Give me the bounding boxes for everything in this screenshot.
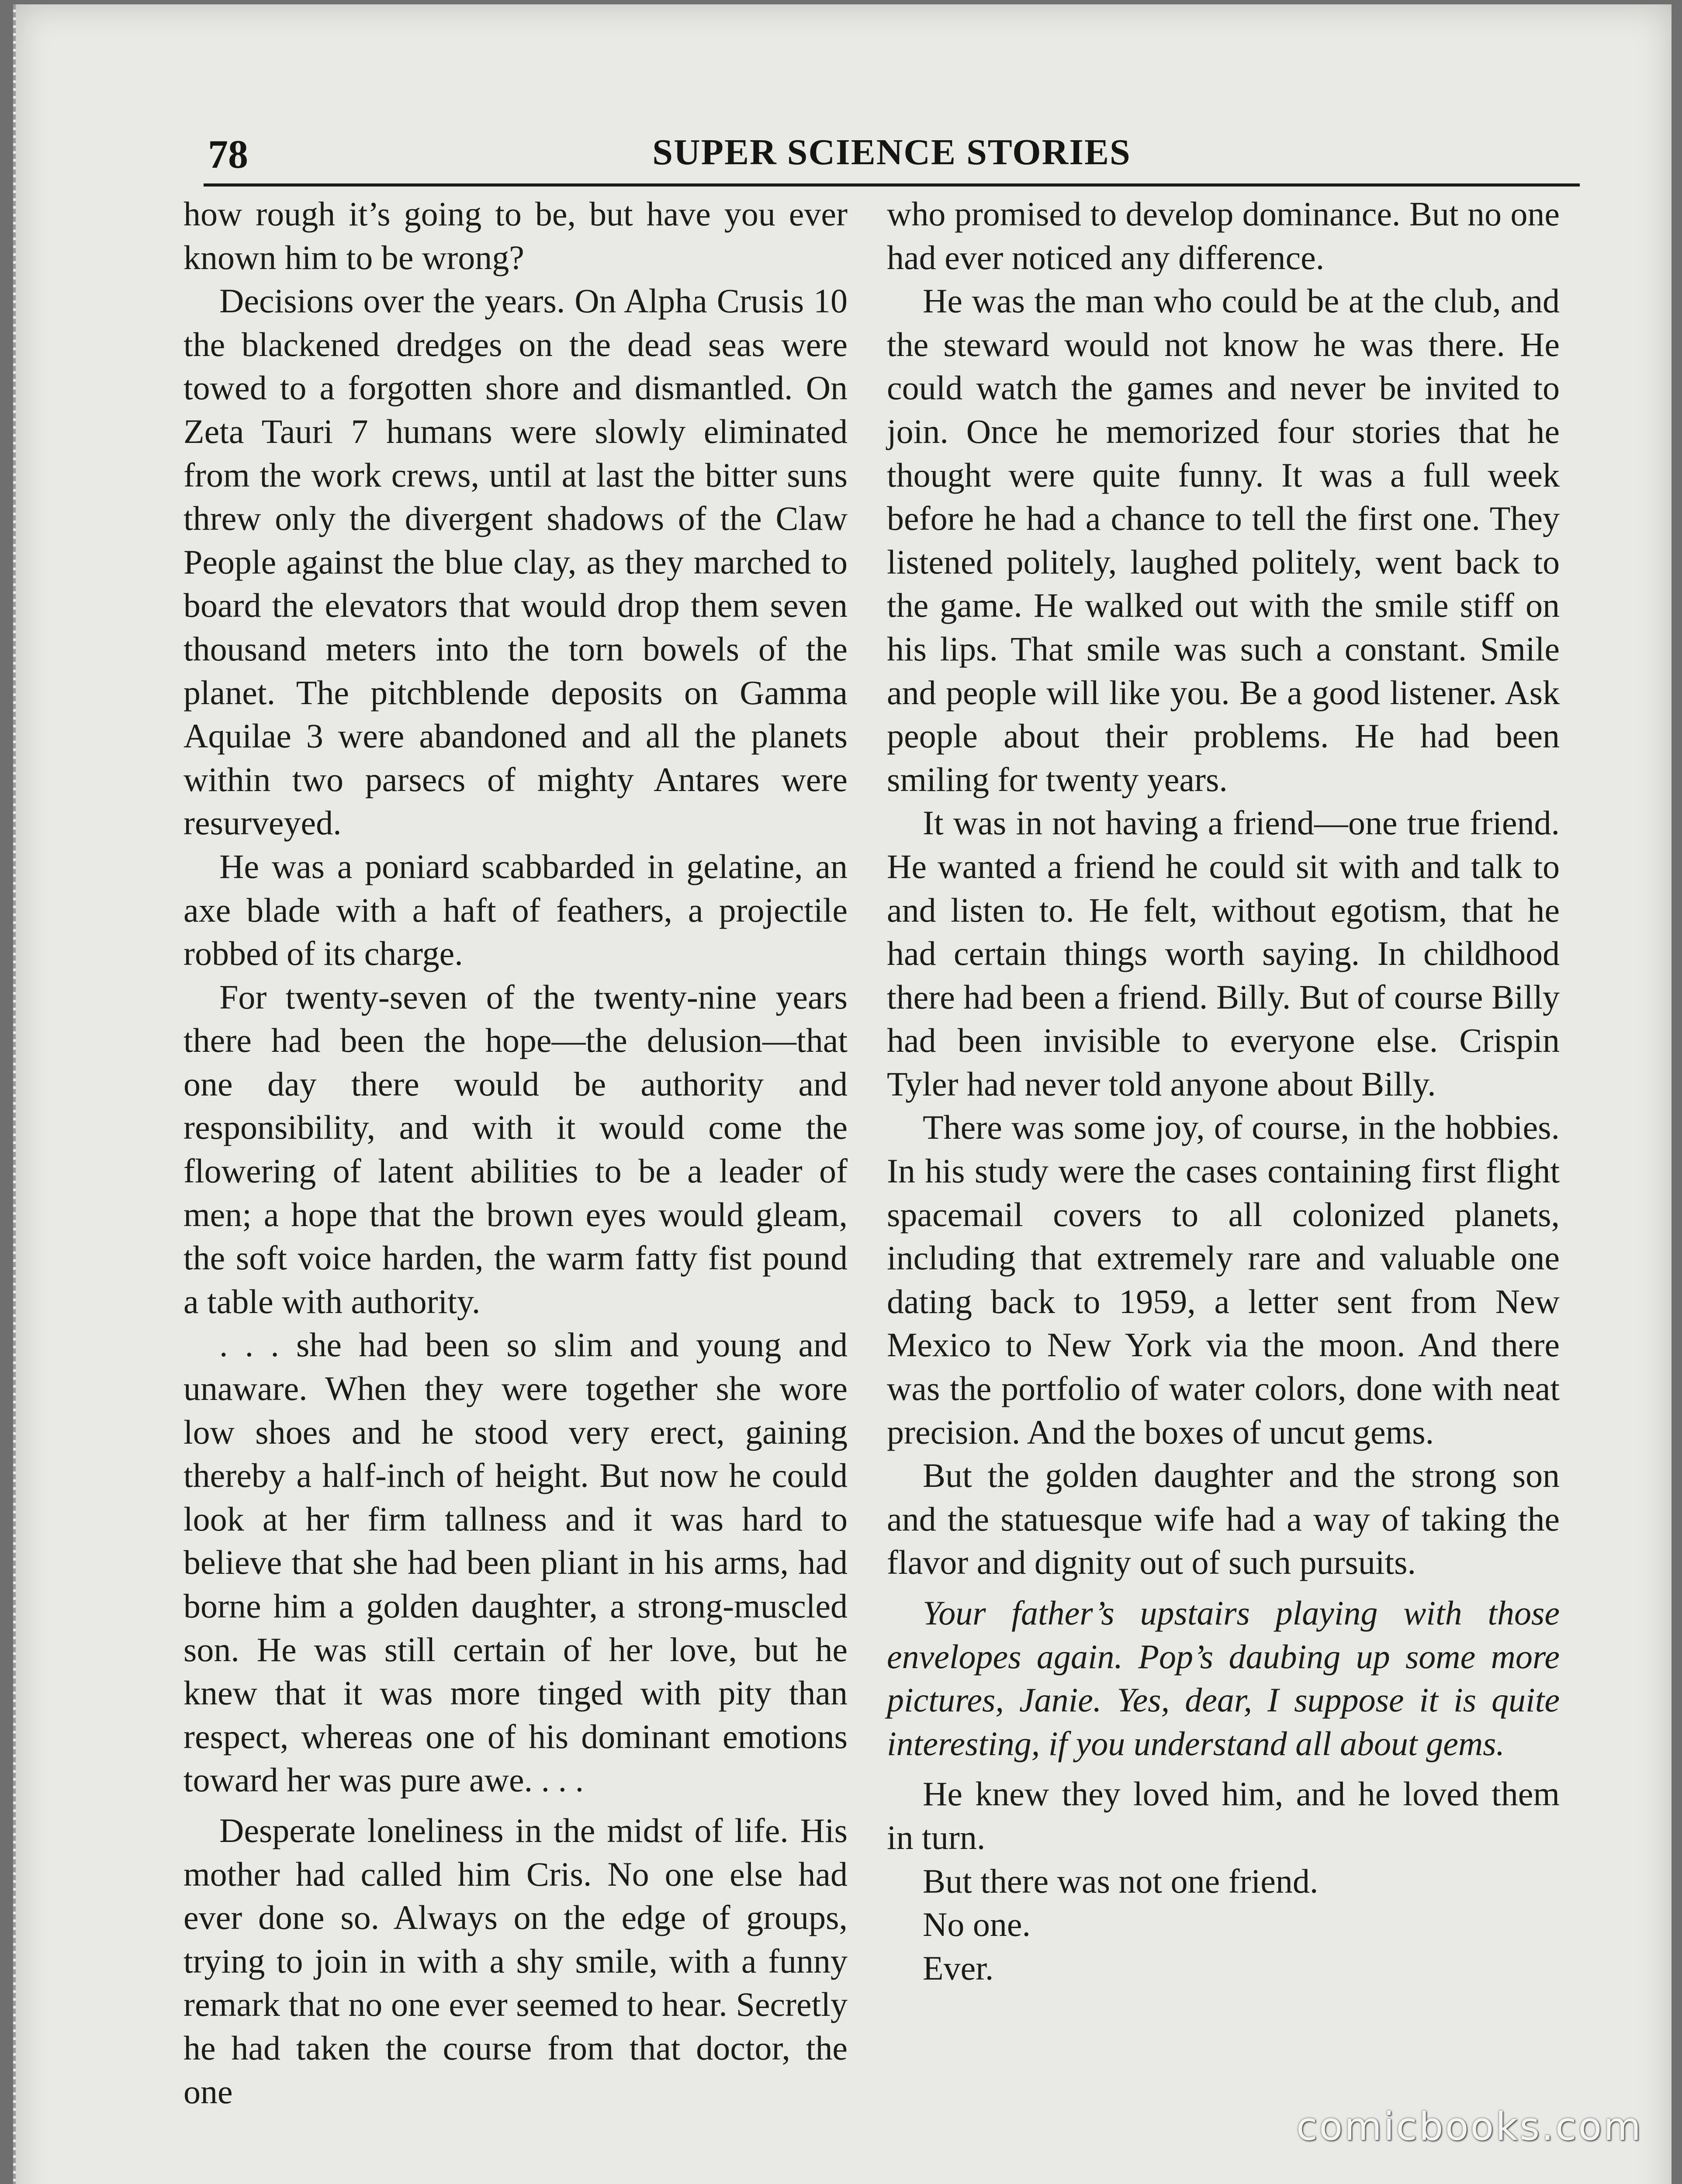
paragraph: It was in not having a friend—one true friend. He wanted a friend he could sit with and talk to and listen to. He felt, without egotism, that he had certain things worth saying. In childhood there had been a friend. Billy. But of course Billy had been invisible to everyone else. Crispin Tyler had never told anyone about Billy. bbox=[887, 804, 1560, 1103]
italic-paragraph: Your father’s upstairs playing with those envelopes again. Pop’s daubing up some more pictures, Janie. Yes, dear, I suppose it is quite interesting, if you understand all about gems. bbox=[887, 1594, 1560, 1762]
paragraph: who promised to develop dominance. But no one had ever noticed any difference. bbox=[887, 195, 1560, 276]
watermark-logo: comicbooks.com bbox=[1296, 2104, 1643, 2149]
paragraph: Desperate loneliness in the midst of life. His mother had called him Cris. No one else had ever done so. Always on the edge of groups, trying to join in with a shy smile, with a funny remark that no one ever seemed to hear. Secretly he had taken the course from that doctor, the one bbox=[183, 1811, 848, 2111]
paragraph: . . . she had been so slim and young and unaware. When they were together she wore low shoes and he stood very erect, gaining thereby a half-inch of height. But now he could look at her firm tallness and it was hard to believe that she had been pliant in his arms, had borne him a golden daughter, a strong-muscled son. He was still certain of her love, but he knew that it was more tinged with pity than respect, whereas one of his dominant emotions toward her was pure awe. . . . bbox=[183, 1326, 848, 1799]
paragraph: There was some joy, of course, in the hobbies. In his study were the cases containing first flight spacemail covers to all colonized planets, including that extremely rare and valuable one dating back to 1959, a letter sent from New Mexico to New York via the moon. And there was the portfolio of water colors, done with neat precision. And the boxes of uncut gems. bbox=[887, 1108, 1560, 1451]
page-header bbox=[204, 131, 1580, 187]
right-column bbox=[887, 192, 1560, 1990]
paragraph: But the golden daughter and the strong son and the statuesque wife had a way of taking the flavor and dignity out of such pursuits. bbox=[887, 1456, 1560, 1582]
paragraph: He was a poniard scabbarded in gelatine, an axe blade with a haft of feathers, a projectile robbed of its charge. bbox=[183, 847, 848, 973]
paragraph: how rough it’s going to be, but have you ever known him to be wrong? bbox=[183, 195, 848, 276]
paragraph: For twenty-seven of the twenty-nine years there had been the hope—the delusion—that one day there would be authority and responsibility, and with it would come the flowering of latent abilities to be a leader of men; a hope that the brown eyes would gleam, the soft voice harden, the warm fatty fist pound a table with authority. bbox=[183, 978, 848, 1320]
magazine-title: SUPER SCIENCE STORIES bbox=[652, 132, 1131, 173]
paragraph: Ever. bbox=[923, 1949, 994, 1987]
paragraph: He knew they loved him, and he loved them in turn. bbox=[887, 1775, 1560, 1856]
page-number: 78 bbox=[208, 132, 248, 176]
paragraph: Decisions over the years. On Alpha Crusis 10 the blackened dredges on the dead seas were towed to a forgotten shore and dismantled. On Zeta Tauri 7 humans were slowly eliminated from the work crews, until at last the bitter suns threw only the divergent shadows of the Claw People against the blue clay, as they marched to board the elevators that would drop them seven thousand meters into the torn bowels of the planet. The pitchblende deposits on Gamma Aquilae 3 were abandoned and all the planets within two parsecs of mighty Antares were resurveyed. bbox=[183, 282, 848, 842]
paragraph: No one. bbox=[923, 1905, 1031, 1944]
paragraph: He was the man who could be at the club, and the steward would not know he was there. He could watch the games and never be invited to join. Once he memorized four stories that he thought were quite funny. It was a full week before he had a chance to tell the first one. They listened politely, laughed politely, went back to the game. He walked out with the smile stiff on his lips. That smile was such a constant. Smile and people will like you. Be a good listener. Ask people about their problems. He had been smiling for twenty years. bbox=[887, 282, 1560, 798]
paragraph: But there was not one friend. bbox=[923, 1862, 1319, 1900]
left-column bbox=[183, 192, 848, 2113]
